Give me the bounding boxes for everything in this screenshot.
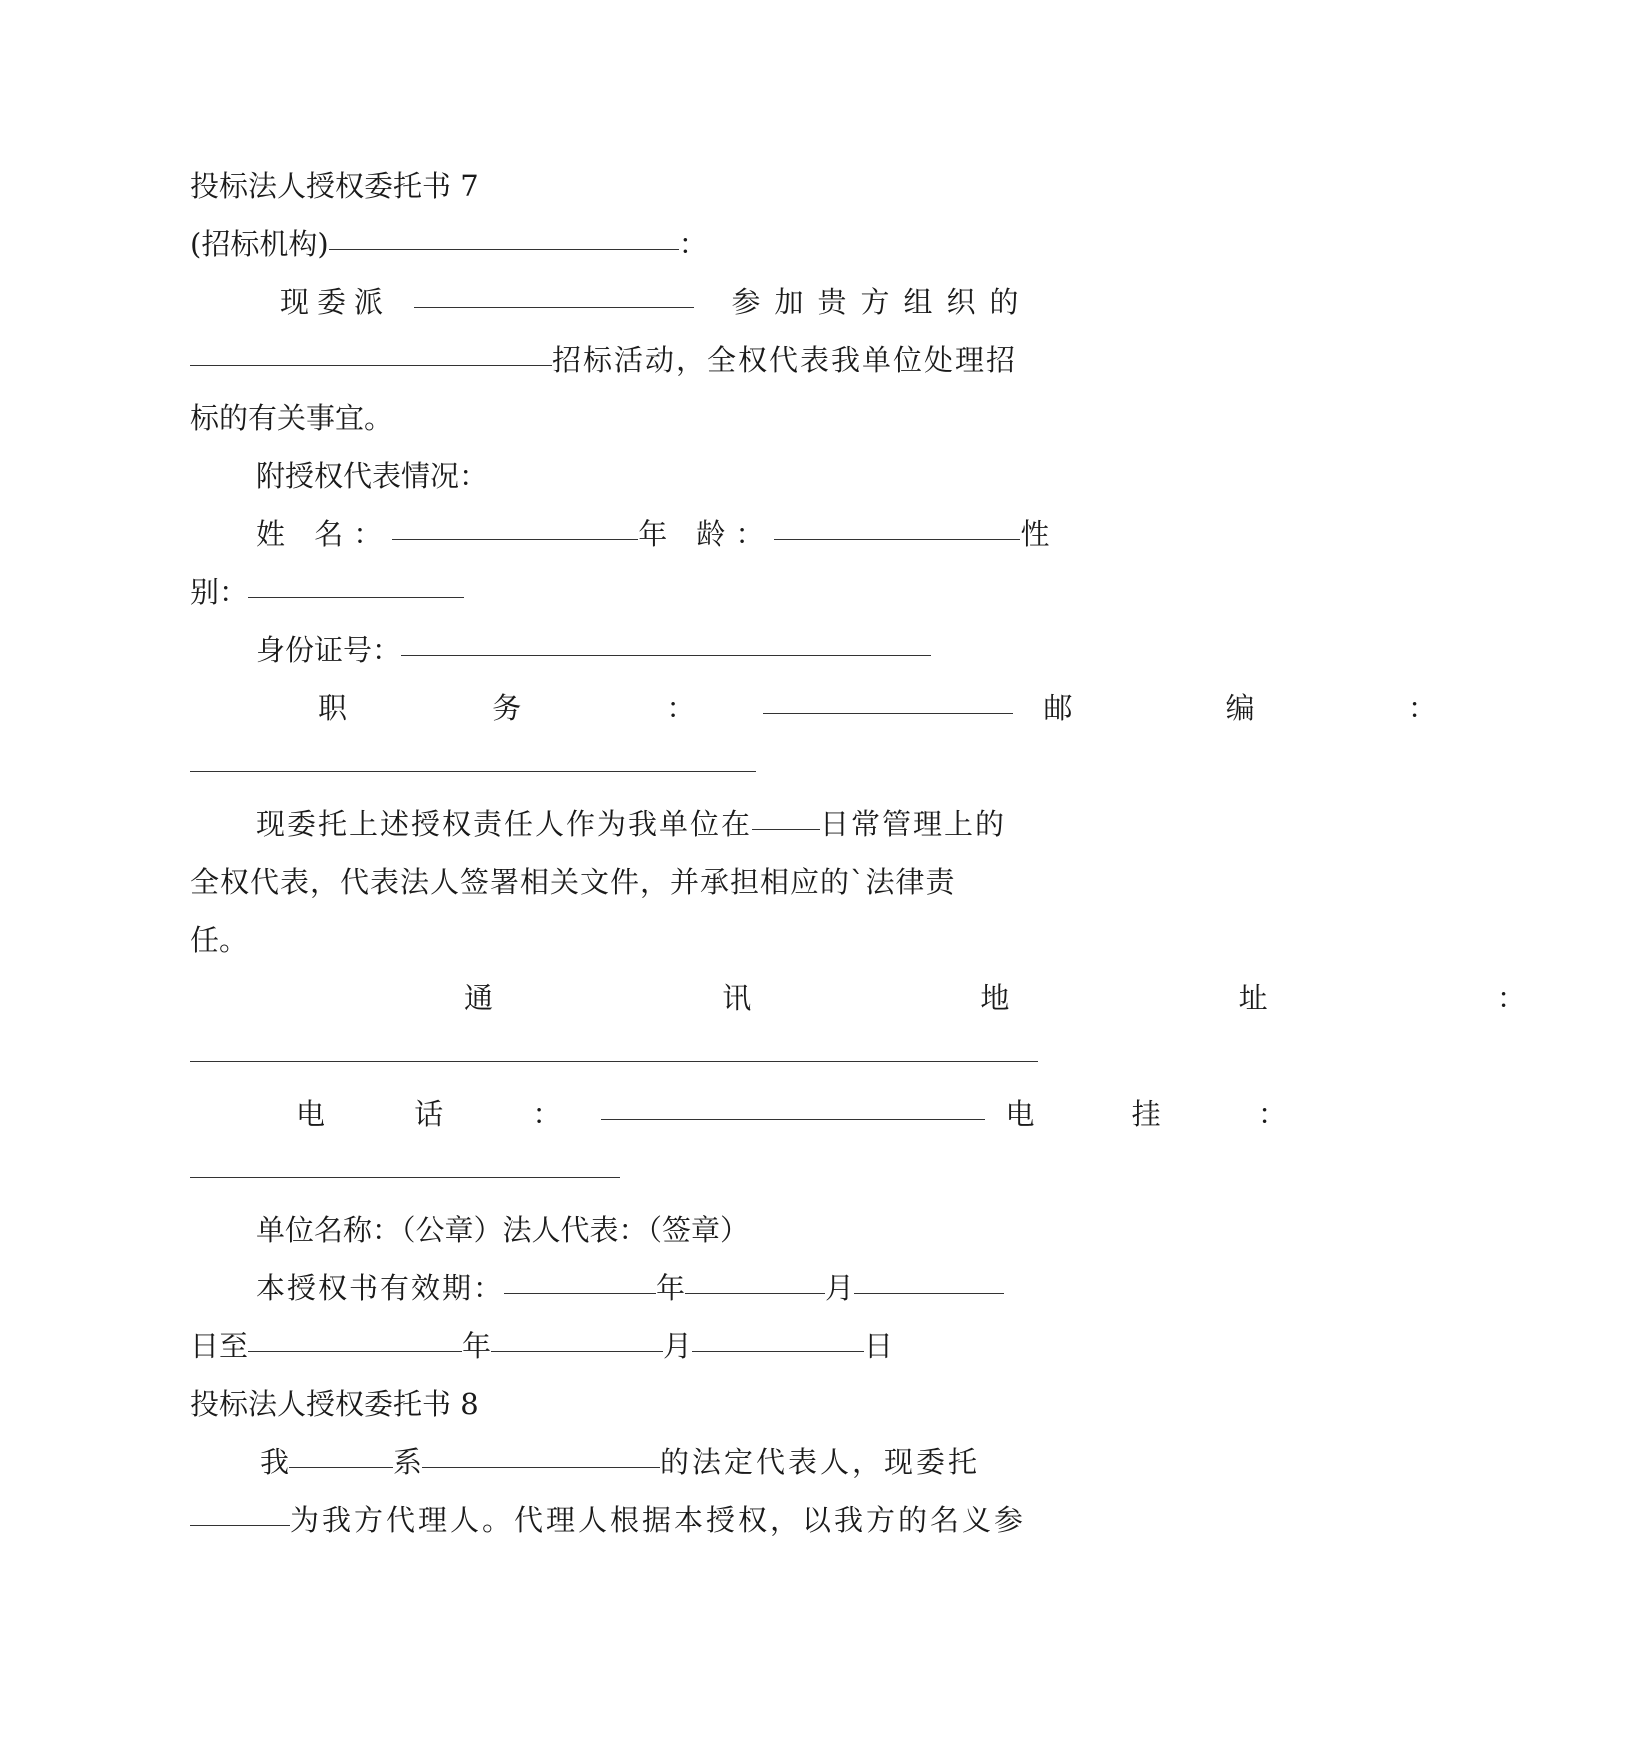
address-blank-line xyxy=(190,1036,1038,1076)
age-label: 年 龄： xyxy=(638,517,775,551)
post-zip-line xyxy=(318,688,1509,728)
year-label-2: 年 xyxy=(462,1329,492,1363)
start-day-blank xyxy=(854,1293,1004,1294)
end-month-blank xyxy=(491,1351,663,1352)
post-blank xyxy=(763,713,1013,714)
section-title-7: 投标法人授权委托书 7 xyxy=(190,169,479,203)
legal-rep-blank xyxy=(422,1467,660,1468)
tel-fax-line xyxy=(296,1094,1331,1134)
end-day-blank xyxy=(692,1351,864,1352)
id-line xyxy=(256,630,931,670)
signature-line: 单位名称：（公章）法人代表：（签章） xyxy=(256,1213,750,1247)
fax-label: 电 挂 ： xyxy=(1005,1097,1331,1131)
scope-blank xyxy=(752,829,820,830)
agent-blank xyxy=(190,1525,290,1526)
agency-line xyxy=(190,224,708,264)
year-label-1: 年 xyxy=(656,1271,686,1305)
start-year-blank xyxy=(504,1293,656,1294)
start-month-blank xyxy=(685,1293,825,1294)
address-label: 通 讯 地 址 ： xyxy=(464,981,1636,1015)
agency-colon: ： xyxy=(678,227,708,261)
tel-label: 电 话 ： xyxy=(296,1097,602,1131)
id-label: 身份证号： xyxy=(256,633,402,667)
month-label-2: 月 xyxy=(663,1329,693,1363)
p2-text-b: 日常管理上的 xyxy=(820,807,1007,841)
p2-text-a: 现委托上述授权责任人作为我单位在 xyxy=(256,807,753,841)
p3-text-c: 的法定代表人，现委托 xyxy=(660,1445,981,1479)
p1-text-c: 招标活动，全权代表我单位处理招 xyxy=(552,343,1018,377)
rep-heading: 附授权代表情况： xyxy=(256,459,489,493)
validity-label: 本授权书有效期： xyxy=(256,1271,505,1305)
name-label: 姓 名： xyxy=(256,517,393,551)
section-title-8: 投标法人授权委托书 8 xyxy=(190,1387,479,1421)
p1-text-b: 参加贵方组织的 xyxy=(731,285,1033,319)
fax-blank xyxy=(190,1177,620,1178)
p1-text-a: 现委派 xyxy=(280,285,392,319)
name-blank xyxy=(392,539,638,540)
paragraph-2-line-2 xyxy=(190,862,956,902)
p3-text-a: 我 xyxy=(260,1445,290,1479)
agency-blank xyxy=(329,249,679,250)
sex-label-a: 性 xyxy=(1020,517,1050,551)
company-blank xyxy=(289,1467,393,1468)
paragraph-1-line-2 xyxy=(190,340,1017,380)
project-blank xyxy=(190,365,552,366)
address-line xyxy=(464,978,1636,1018)
validity-line-2 xyxy=(190,1326,893,1366)
day-label: 日 xyxy=(864,1329,894,1363)
agency-label: (招标机构) xyxy=(190,227,329,261)
zip-blank xyxy=(190,771,756,772)
day-to-label: 日至 xyxy=(190,1329,249,1363)
month-label-1: 月 xyxy=(825,1271,855,1305)
paragraph-1-line-1 xyxy=(280,282,1032,322)
paragraph-2-line-1 xyxy=(256,804,1006,844)
sex-blank xyxy=(248,597,464,598)
id-blank xyxy=(401,655,931,656)
p2-text-c: 全权代表，代表法人签署相关文件，并承担相应的`法律责 xyxy=(190,865,956,899)
zip-label: 邮 编 ： xyxy=(1043,691,1509,725)
sex-line xyxy=(190,572,464,612)
p3-text-b: 系 xyxy=(393,1445,423,1479)
name-age-line xyxy=(256,514,1049,554)
paragraph-3-line-2 xyxy=(190,1500,1026,1540)
paragraph-2-line-3: 任。 xyxy=(190,923,249,957)
delegate-blank xyxy=(414,307,694,308)
tel-blank xyxy=(601,1119,985,1120)
address-blank xyxy=(190,1061,1038,1062)
end-year-blank xyxy=(248,1351,462,1352)
sex-label-b: 别： xyxy=(190,575,249,609)
post-label: 职 务 ： xyxy=(318,691,764,725)
validity-line-1 xyxy=(256,1268,1004,1308)
paragraph-1-line-3: 标的有关事宜。 xyxy=(190,401,394,435)
zip-blank-line xyxy=(190,746,756,786)
age-blank xyxy=(774,539,1020,540)
paragraph-3-line-1 xyxy=(260,1442,980,1482)
fax-blank-line xyxy=(190,1152,620,1192)
p3-text-d: 为我方代理人。代理人根据本授权，以我方的名义参 xyxy=(290,1503,1027,1537)
